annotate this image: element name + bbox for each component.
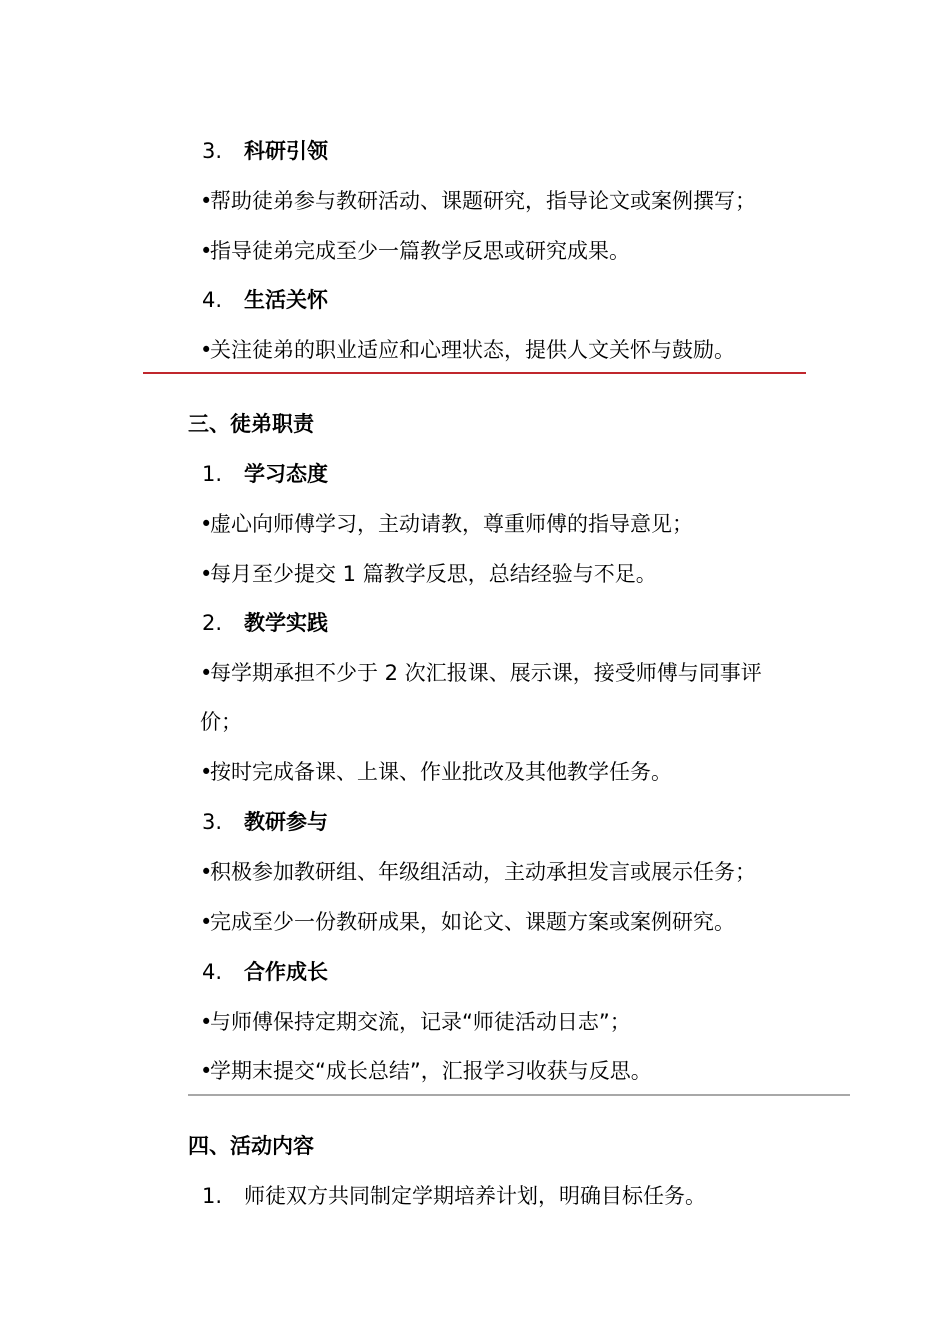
bullet-item: [200, 335, 735, 365]
item-heading: [202, 608, 328, 638]
bullet-text: 每月至少提交 1 篇教学反思，总结经验与不足。: [210, 562, 657, 586]
bullet-dot: •: [200, 1059, 213, 1083]
list-item: [202, 1181, 706, 1211]
item-heading: [202, 807, 328, 837]
bullet-text: 与师傅保持定期交流，记录“师徒活动日志”；: [210, 1010, 631, 1034]
bullet-item: [200, 1056, 652, 1086]
bullet-text: 帮助徒弟参与教研活动、课题研究，指导论文或案例撰写；: [210, 189, 756, 213]
bullet-dot: •: [200, 661, 213, 685]
bullet-text: 完成至少一份教研成果，如论文、课题方案或案例研究。: [210, 910, 735, 934]
item-title: 科研引领: [244, 139, 328, 163]
bullet-item: [200, 236, 630, 266]
section-heading: 三、徒弟职责: [188, 412, 314, 436]
item-title: 教研参与: [244, 810, 328, 834]
item-number: 4.: [202, 288, 223, 312]
item-number: 4.: [202, 960, 223, 984]
item-number: 1.: [202, 1184, 223, 1208]
bullet-item: [200, 186, 756, 216]
bullet-dot: •: [200, 338, 213, 362]
section-heading: 四、活动内容: [188, 1134, 314, 1158]
gray-divider: [188, 1094, 850, 1096]
bullet-text: 每学期承担不少于 2 次汇报课、展示课，接受师傅与同事评: [210, 661, 762, 685]
bullet-dot: •: [200, 860, 213, 884]
item-heading-research: [202, 136, 328, 166]
bullet-item: [200, 658, 762, 688]
item-heading-care: [202, 285, 328, 315]
bullet-dot: •: [200, 1010, 213, 1034]
bullet-item: [200, 559, 657, 589]
bullet-dot: •: [200, 760, 213, 784]
item-number: 1.: [202, 462, 223, 486]
item-title: 学习态度: [244, 462, 328, 486]
item-heading: [202, 459, 328, 489]
bullet-dot: •: [200, 910, 213, 934]
item-number: 2.: [202, 611, 223, 635]
item-title: 生活关怀: [244, 288, 328, 312]
bullet-text: 指导徒弟完成至少一篇教学反思或研究成果。: [210, 239, 630, 263]
item-title: 教学实践: [244, 611, 328, 635]
bullet-text: 按时完成备课、上课、作业批改及其他教学任务。: [210, 760, 672, 784]
bullet-text: 关注徒弟的职业适应和心理状态，提供人文关怀与鼓励。: [210, 338, 735, 362]
bullet-item: [200, 1007, 631, 1037]
item-title: 合作成长: [244, 960, 328, 984]
item-number: 3.: [202, 139, 223, 163]
bullet-continuation: 价；: [200, 710, 242, 734]
bullet-dot: •: [200, 239, 213, 263]
bullet-dot: •: [200, 189, 213, 213]
bullet-text: 积极参加教研组、年级组活动，主动承担发言或展示任务；: [210, 860, 756, 884]
bullet-dot: •: [200, 562, 213, 586]
bullet-item: [200, 907, 735, 937]
bullet-item: [200, 757, 672, 787]
item-text: 师徒双方共同制定学期培养计划，明确目标任务。: [244, 1184, 706, 1208]
bullet-text: 虚心向师傅学习，主动请教，尊重师傅的指导意见；: [210, 512, 693, 536]
red-divider: [143, 372, 806, 374]
bullet-dot: •: [200, 512, 213, 536]
bullet-text: 学期末提交“成长总结”，汇报学习收获与反思。: [210, 1059, 652, 1083]
bullet-item: [200, 857, 756, 887]
item-number: 3.: [202, 810, 223, 834]
item-heading: [202, 957, 328, 987]
bullet-item: [200, 509, 693, 539]
